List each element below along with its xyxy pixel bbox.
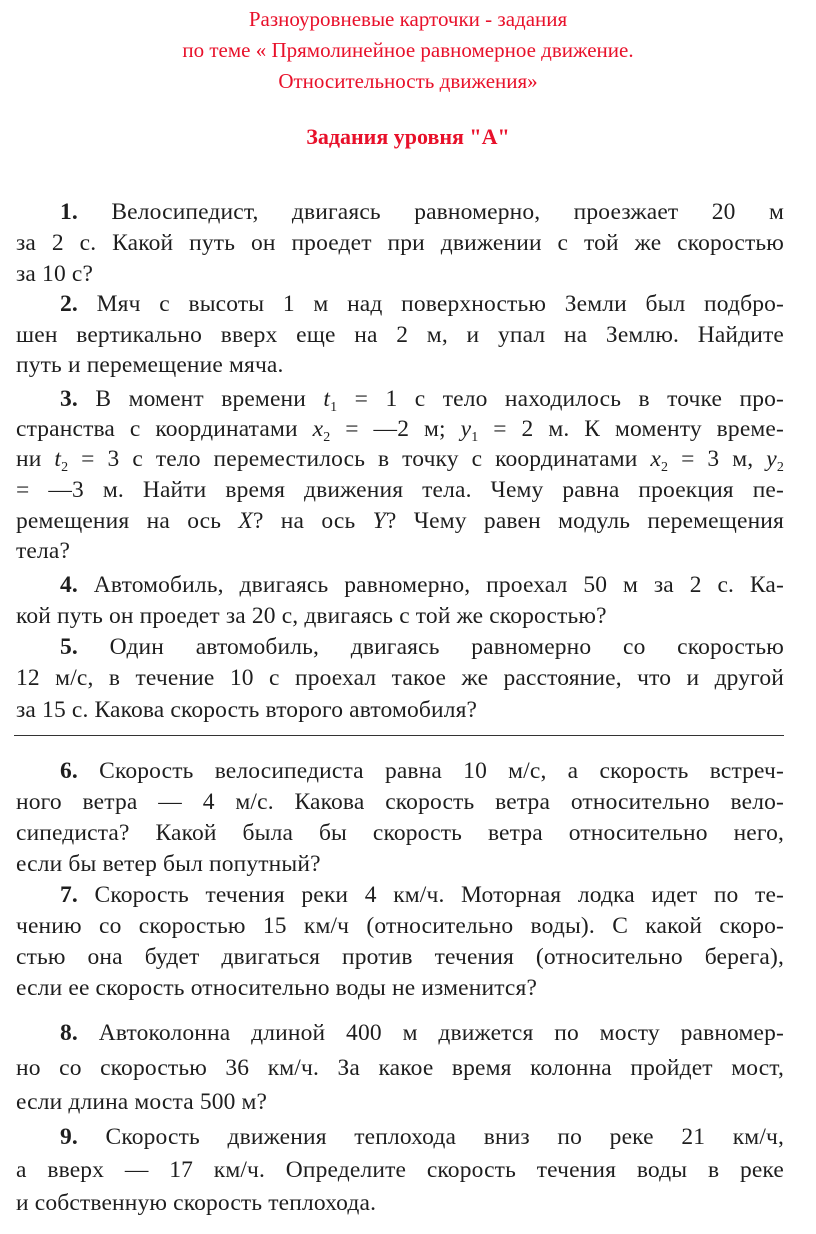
task-8-line-3: если длина моста 500 м? [16,1089,268,1115]
task-number: 3. [60,386,78,412]
task-number: 6. [60,758,78,784]
task-6-line-3: сипедиста? Какой была бы скорость ветра относительно него, [16,820,784,846]
task-3-line-4: = —3 м. Найти время движения тела. Чему равна проекция пе- [16,477,784,503]
task-7-line-1: 7. Скорость течения реки 4 км/ч. Моторная лодка идет по те- [60,882,784,908]
task-1-line-1: 1. Велосипедист, двигаясь равномерно, проезжает 20 м [60,199,784,225]
task-3-line-5: ремещения на ось X? на ось Y? Чему равен модуль перемещения [16,508,784,534]
task-1-line-2: за 2 с. Какой путь он проедет при движении с той же скоростью [16,230,784,256]
task-number: 8. [60,1020,78,1046]
task-4-line-1: 4. Автомобиль, двигаясь равномерно, проехал 50 м за 2 с. Ка- [60,572,784,598]
task-5-line-3: за 15 с. Какова скорость второго автомобиля? [16,697,478,723]
task-number: 1. [60,199,78,225]
title-line-3: Относительность движения» [278,69,538,93]
task-6-line-1: 6. Скорость велосипедиста равна 10 м/с, а скорость встреч- [60,758,784,784]
task-7-line-3: стью она будет двигаться против течения (относительно берега), [16,944,784,970]
task-2-line-2: шен вертикально вверх еще на 2 м, и упал на Землю. Найдите [16,322,784,348]
task-8-line-2: но со скоростью 36 км/ч. За какое время колонна пройдет мост, [16,1055,784,1081]
task-5-line-2: 12 м/с, в течение 10 с проехал такое же расстояние, что и другой [16,665,784,691]
task-number: 7. [60,882,78,908]
section-divider [14,735,784,736]
task-3-line-2: странства с координатами $x_2$ = —2 м; $y_1 = 2$ м. К моменту време- [16,416,784,445]
task-2-line-3: путь и перемещение мяча. [16,352,284,378]
task-4-line-2: кой путь он проедет за 20 с, двигаясь с той же скоростью? [16,603,607,629]
task-9-line-1: 9. Скорость движения теплохода вниз по реке 21 км/ч, [60,1124,784,1150]
task-1-line-3: за 10 с? [16,261,94,287]
task-9-line-2: а вверх — 17 км/ч. Определите скорость течения воды в реке [16,1157,784,1183]
title-line-1: Разноуровневые карточки - задания [248,7,568,31]
level-heading: Задания уровня "А" [306,124,510,149]
task-number: 5. [60,634,78,660]
task-number: 4. [60,572,78,598]
task-9-line-3: и собственную скорость теплохода. [16,1190,377,1216]
task-7-line-2: чению со скоростью 15 км/ч (относительно воды). С какой скоро- [16,913,784,939]
task-7-line-4: если ее скорость относительно воды не изменится? [16,975,538,1001]
task-6-line-2: ного ветра — 4 м/с. Какова скорость ветра относительно вело- [16,789,784,815]
task-3-line-1: 3. В момент времени $t_1 = 1$ с тело находилось в точке про- [60,386,784,415]
task-3-line-3: ни $t_2 = 3$ с тело переместилось в точку с координатами $x_2 = 3$ м, $y_2$ [16,446,784,475]
task-number: 9. [60,1124,78,1150]
task-number: 2. [60,291,78,317]
task-6-line-4: если бы ветер был попутный? [16,851,321,877]
task-2-line-1: 2. Мяч с высоты 1 м над поверхностью Земли был подбро- [60,291,784,317]
task-5-line-1: 5. Один автомобиль, двигаясь равномерно со скоростью [60,634,784,660]
task-3-line-6: тела? [16,538,71,564]
title-line-2: по теме « Прямолинейное равномерное движение. [182,38,634,62]
task-8-line-1: 8. Автоколонна длиной 400 м движется по мосту равномер- [60,1020,784,1046]
